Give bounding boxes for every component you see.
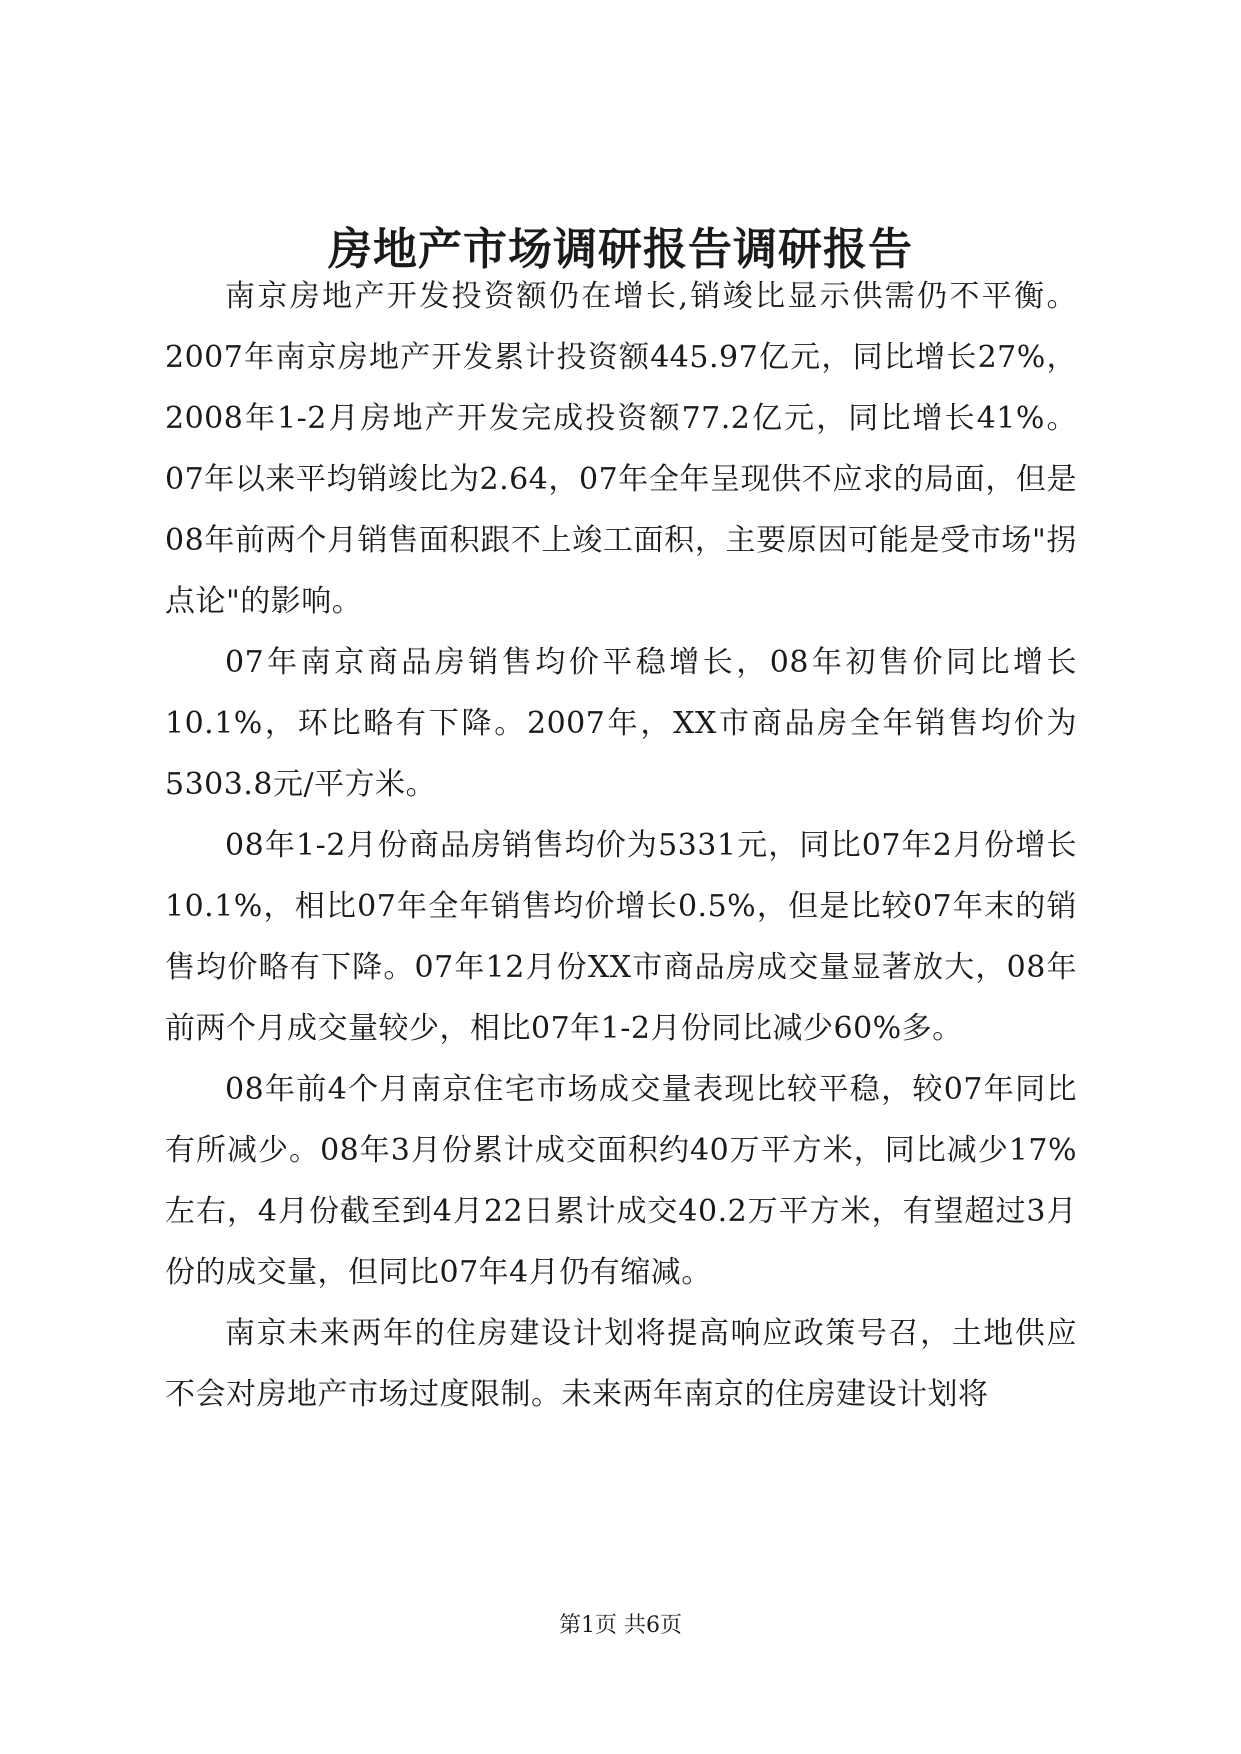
paragraph-investment: 南京房地产开发投资额仍在增长,销竣比显示供需仍不平衡。2007年南京房地产开发累计投资额445.97亿元，同比增长27%，2008年1-2月房地产开发完成投资额77.2亿元，同比增长41%。07年以来平均销竣比为2.64，07年全年呈现供不应求的局面，但是08年前两个月销售面积跟不上竣工面积，主要原因可能是受市场"拐点论"的影响。 (165, 279, 1077, 619)
paragraph-housing-plan: 南京未来两年的住房建设计划将提高响应政策号召，土地供应不会对房地产市场过度限制。未来两年南京的住房建设计划将 (165, 1316, 1077, 1412)
paragraph-jan-feb-price: 08年1-2月份商品房销售均价为5331元，同比07年2月份增长10.1%，相比07年全年销售均价增长0.5%，但是比较07年末的销售均价略有下降。07年12月份XX市商品房成交量显著放大，08年前两个月成交量较少，相比07年1-2月份同比减少60%多。 (165, 828, 1077, 1046)
document-body (165, 266, 1077, 1425)
page-number-footer: 第1页 共6页 (559, 1613, 682, 1638)
document-title: 房地产市场调研报告调研报告 (328, 224, 913, 275)
paragraph-average-price: 07年南京商品房销售均价平稳增长，08年初售价同比增长10.1%，环比略有下降。2007年，XX市商品房全年销售均价为5303.8元/平方米。 (165, 645, 1077, 802)
paragraph-transaction-volume: 08年前4个月南京住宅市场成交量表现比较平稳，较07年同比有所减少。08年3月份累计成交面积约40万平方米，同比减少17%左右，4月份截至到4月22日累计成交40.2万平方米，有望超过3月份的成交量，但同比07年4月仍有缩减。 (165, 1072, 1077, 1290)
